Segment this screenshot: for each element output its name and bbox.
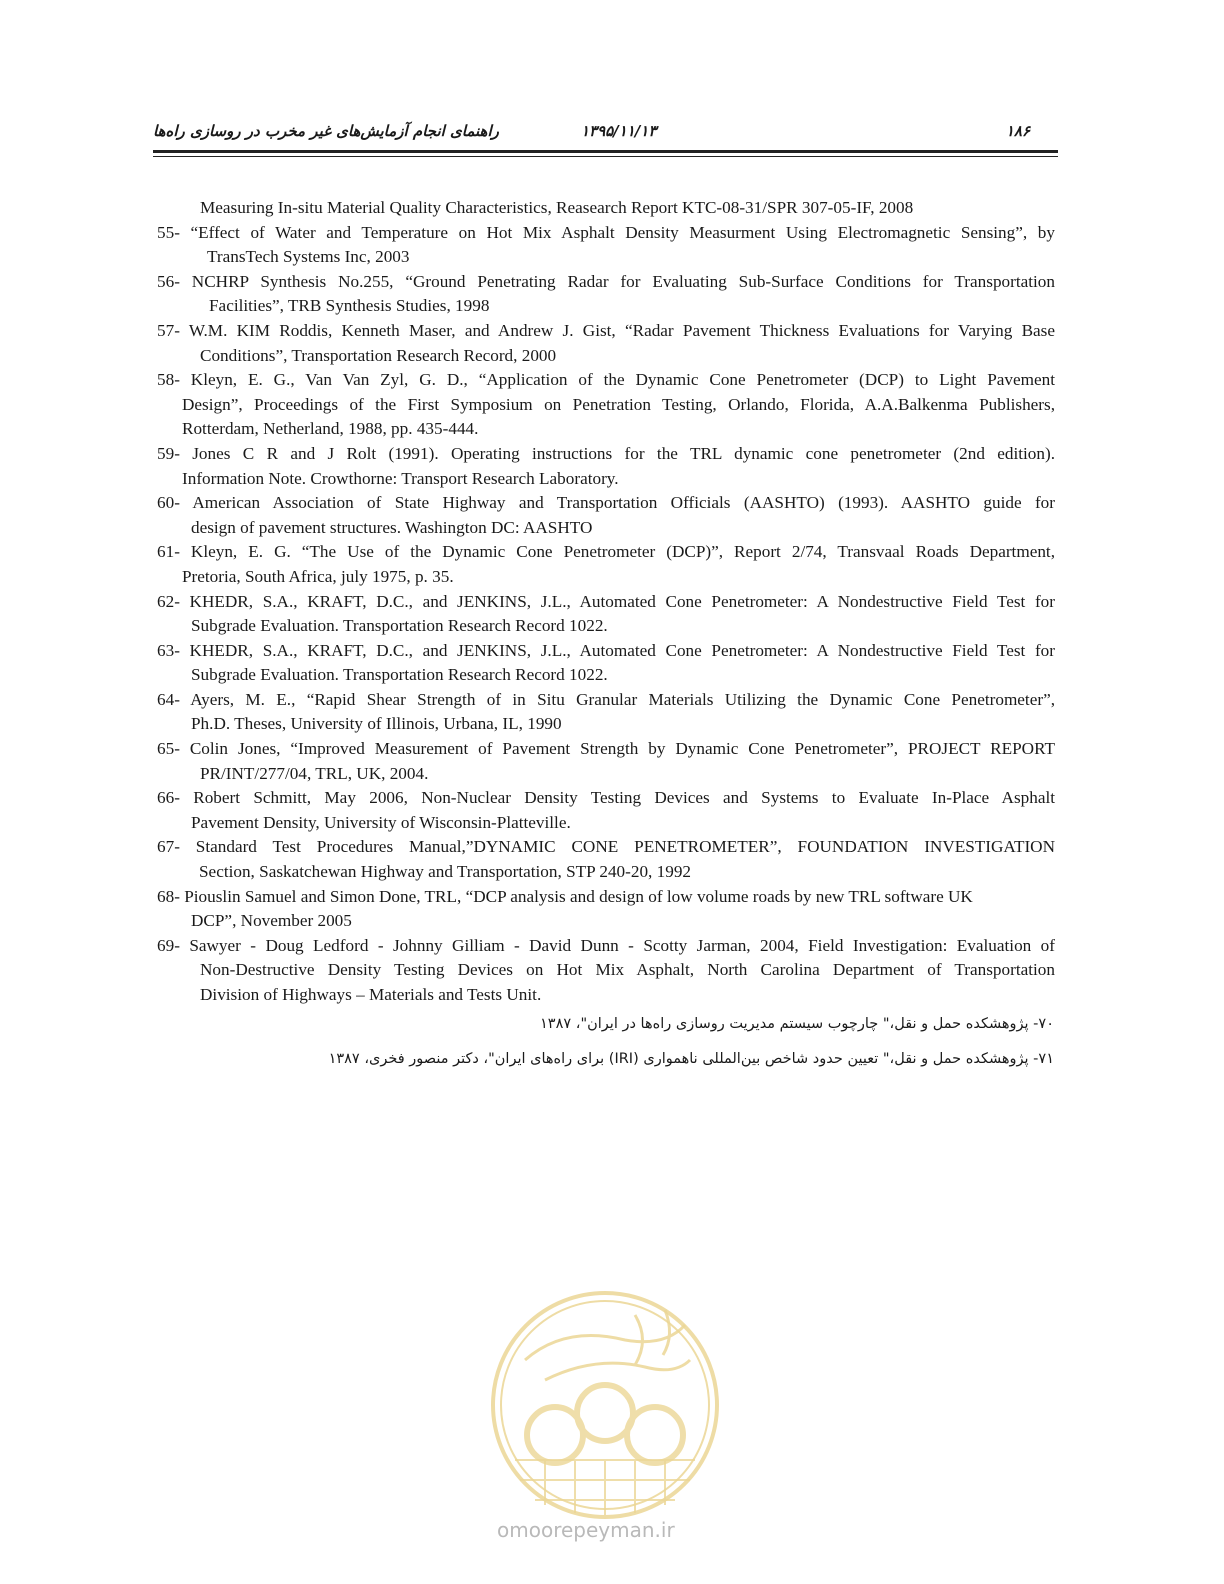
reference-71: ۷۱- پژوهشکده حمل و نقل،" تعیین حدود شاخص بین‌المللی ناهمواری (IRI) برای راه‌های ایران"، دکتر منصور فخری، ۱۳۸۷ (328, 1051, 1054, 1067)
reference-66: 66- Robert Schmitt, May 2006, Non-Nuclear Density Testing Devices and Systems to Evaluate In-Place Asphalt Pavement Density, University of Wisconsin-Platteville. (157, 788, 1055, 832)
header-rule-thin (153, 156, 1058, 157)
reference-69: 69- Sawyer - Doug Ledford - Johnny Gilliam - David Dunn - Scotty Jarman, 2004, Field Investigation: Evaluation of Non-Destructive Density Testing Devices on Hot Mix Asphalt, North Carolina Department of Transportation Division of Highways – Materials and Tests Unit. (157, 935, 1055, 1004)
header-rule-thick (153, 150, 1058, 153)
reference-68: 68- Piouslin Samuel and Simon Done, TRL, “DCP analysis and design of low volume roads by new TRL software UK DCP”, November 2005 (157, 886, 973, 931)
reference-63: 63- KHEDR, S.A., KRAFT, D.C., and JENKINS, J.L., Automated Cone Penetrometer: A Nondestructive Field Test for Subgrade Evaluation. Transportation Research Record 1022. (157, 640, 1055, 685)
page-number: ۱۸۶ (1005, 122, 1030, 140)
reference-70: ۷۰- پژوهشکده حمل و نقل،" چارچوب سیستم مدیریت روسازی راه‌ها در ایران"، ۱۳۸۷ (540, 1016, 1054, 1032)
page-header (153, 118, 1058, 150)
reference-60: 60- American Association of State Highway and Transportation Officials (AASHTO) (1993). AASHTO guide for design of pavement structures. Washington DC: AASHTO (157, 493, 1055, 537)
reference-65: 65- Colin Jones, “Improved Measurement of Pavement Strength by Dynamic Cone Penetrometer”, PROJECT REPORT PR/INT/277/04, TRL, UK, 2004. (157, 739, 1055, 783)
header-date: ۱۳۹۵/۱۱/۱۳ (581, 122, 657, 140)
reference-list (157, 196, 1055, 1008)
reference-64: 64- Ayers, M. E., “Rapid Shear Strength of in Situ Granular Materials Utilizing the Dynamic Cone Penetrometer”, Ph.D. Theses, University of Illinois, Urbana, IL, 1990 (157, 689, 1055, 734)
reference-57: 57- W.M. KIM Roddis, Kenneth Maser, and Andrew J. Gist, “Radar Pavement Thickness Evaluations for Varying Base Conditions”, Transportation Research Record, 2000 (157, 320, 1055, 365)
reference-62: 62- KHEDR, S.A., KRAFT, D.C., and JENKINS, J.L., Automated Cone Penetrometer: A Nondestructive Field Test for Subgrade Evaluation. Transportation Research Record 1022. (157, 591, 1055, 636)
reference-54-continuation: Measuring In-situ Material Quality Characteristics, Reasearch Report KTC-08-31/SPR 307-05-IF, 2008 (200, 198, 914, 217)
running-title: راهنمای انجام آزمایش‌های غیر مخرب در روسازی راه‌ها (153, 122, 499, 140)
reference-59: 59- Jones C R and J Rolt (1991). Operating instructions for the TRL dynamic cone penetrometer (2nd edition). Information Note. Crowthorne: Transport Research Laboratory. (157, 443, 1055, 488)
reference-58: 58- Kleyn, E. G., Van Van Zyl, G. D., “Application of the Dynamic Cone Penetrometer (DCP) to Light Pavement Design”, Proceedings of the First Symposium on Penetration Testing, Orlando, Florida, A.A.Balkenma Publishers, Rotterdam, Netherland, 1988, pp. 435-444. (157, 370, 1055, 439)
reference-56: 56- NCHRP Synthesis No.255, “Ground Penetrating Radar for Evaluating Sub-Surface Conditions for Transportation Facilities”, TRB Synthesis Studies, 1998 (157, 271, 1055, 316)
reference-55: 55- “Effect of Water and Temperature on Hot Mix Asphalt Density Measurment Using Electromagnetic Sensing”, by TransTech Systems Inc, 2003 (157, 222, 1055, 267)
reference-67: 67- Standard Test Procedures Manual,”DYNAMIC CONE PENETROMETER”, FOUNDATION INVESTIGATION Section, Saskatchewan Highway and Transportation, STP 240-20, 1992 (157, 837, 1055, 882)
watermark-logo (485, 1285, 725, 1525)
reference-61: 61- Kleyn, E. G. “The Use of the Dynamic Cone Penetrometer (DCP)”, Report 2/74, Transvaal Roads Department, Pretoria, South Africa, july 1975, p. 35. (157, 542, 1055, 586)
watermark-site: omoorepeyman.ir (497, 1518, 675, 1542)
